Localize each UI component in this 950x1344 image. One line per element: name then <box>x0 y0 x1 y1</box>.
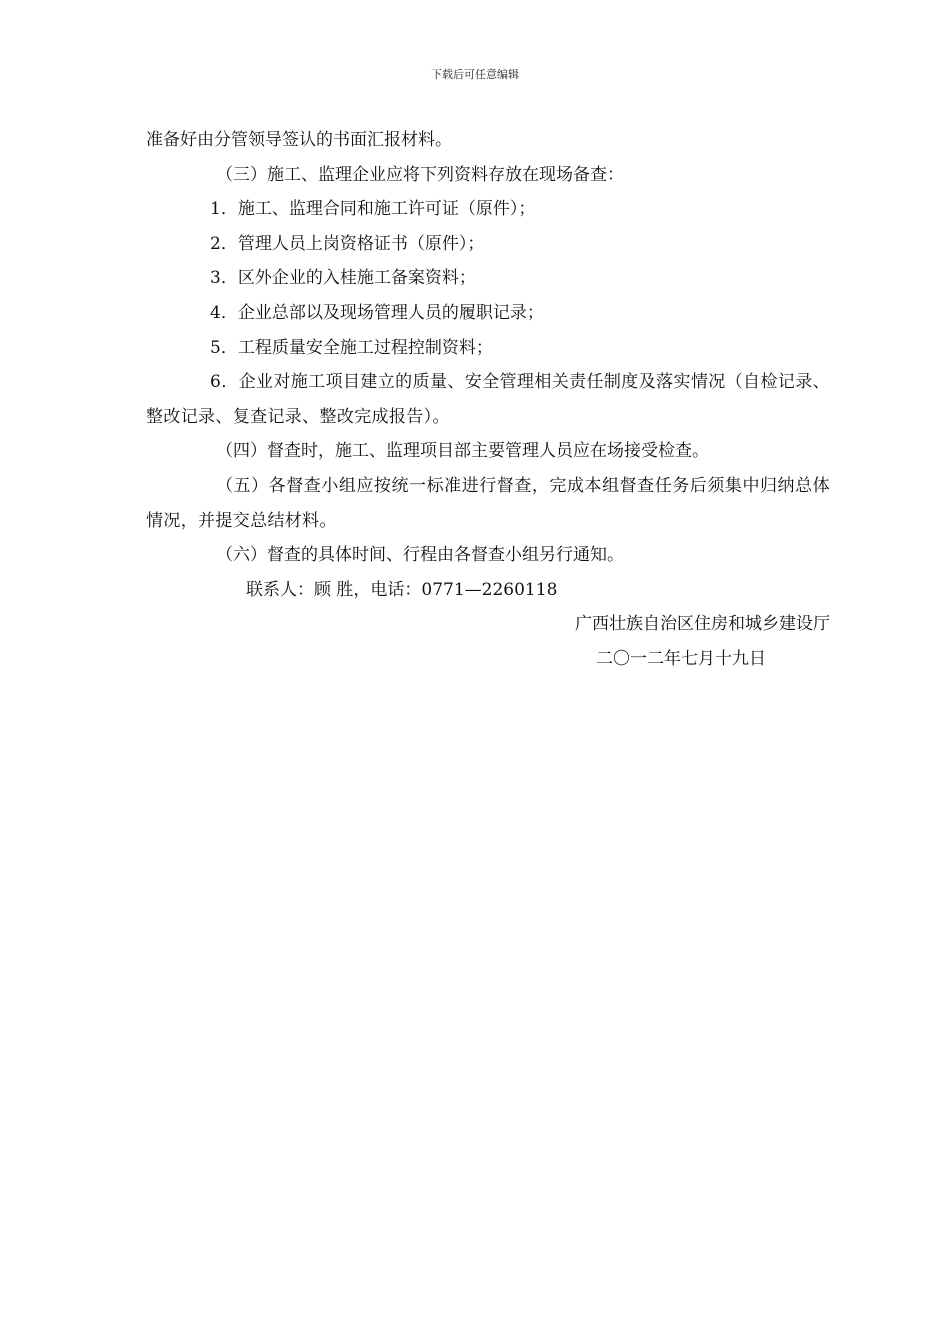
list-item: 5．工程质量安全施工过程控制资料； <box>210 337 493 358</box>
list-item: 1．施工、监理合同和施工许可证（原件）； <box>210 199 536 220</box>
page-header-note: 下载后可任意编辑 <box>431 68 519 81</box>
list-item: 6．企业对施工项目建立的质量、安全管理相关责任制度及落实情况（自检记录、整改记录、复查记录、整改完成报告）。 <box>146 372 830 427</box>
list-item: 2．管理人员上岗资格证书（原件）； <box>210 233 485 254</box>
issue-date: 二〇一二年七月十九日 <box>596 648 766 669</box>
section-heading-5: （五）各督查小组应按统一标准进行督查，完成本组督查任务后须集中归纳总体情况，并提交总结材料。 <box>146 475 830 531</box>
contact-line: 联系人：顾 胜，电话：0771—2260118 <box>246 579 558 600</box>
paragraph-line: 准备好由分管领导签认的书面汇报材料。 <box>146 130 452 150</box>
list-item: 3．区外企业的入桂施工备案资料； <box>210 268 476 289</box>
section-heading-4: （四）督查时，施工、监理项目部主要管理人员应在场接受检查。 <box>216 441 709 462</box>
section-heading-6: （六）督查的具体时间、行程由各督查小组另行通知。 <box>216 545 624 566</box>
issuer-name: 广西壮族自治区住房和城乡建设厅 <box>575 614 830 635</box>
document-body <box>146 123 830 677</box>
section-heading-3: （三）施工、监理企业应将下列资料存放在现场备查： <box>216 164 624 185</box>
list-item: 4．企业总部以及现场管理人员的履职记录； <box>210 302 544 323</box>
